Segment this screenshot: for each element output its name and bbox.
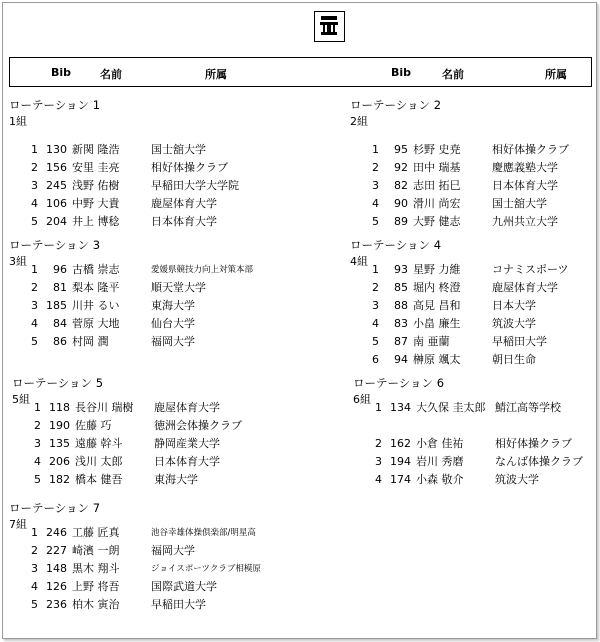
start-order: 1 [372,143,379,156]
athlete-row [350,195,595,213]
athlete-name: 大久保 圭太郎 [416,401,486,414]
bib-number: 135 [49,437,70,450]
athlete-row [9,596,299,614]
bib-number: 85 [394,281,408,294]
start-order: 6 [372,353,379,366]
affiliation: 福岡大学 [151,544,195,557]
affiliation: 東海大学 [154,473,198,486]
athlete-name: 崎濱 一朗 [72,544,120,557]
affiliation: 日本体育大学 [151,215,217,228]
affiliation: 日本大学 [492,299,536,312]
athlete-row [350,333,595,351]
rotation-title: ローテーション 6 [353,376,445,390]
affiliation: 鹿屋体育大学 [151,197,217,210]
athlete-name: 川井 るい [72,299,120,312]
header-name-left: 名前 [100,68,122,81]
affiliation: 鹿屋体育大学 [492,281,558,294]
bib-number: 246 [46,526,67,539]
athlete-row [350,315,595,333]
athlete-row [12,417,302,435]
start-order: 1 [31,143,38,156]
athlete-row [353,399,598,417]
athlete-row [9,333,299,351]
athlete-name: 古橋 崇志 [72,263,120,276]
affiliation: 国士舘大学 [151,143,206,156]
bib-number: 95 [394,143,408,156]
start-order: 4 [31,317,38,330]
athlete-row [350,159,595,177]
bib-number: 84 [53,317,67,330]
bib-number: 174 [390,473,411,486]
bib-number: 81 [53,281,67,294]
rotation-title: ローテーション 2 [350,98,442,112]
rotation-block [350,97,595,227]
affiliation: 仙台大学 [151,317,195,330]
start-order: 1 [375,401,382,414]
bib-number: 126 [46,580,67,593]
start-order: 3 [31,562,38,575]
bib-number: 92 [394,161,408,174]
group-label: 6組 [353,393,371,406]
header-affiliation-right: 所属 [545,68,567,81]
affiliation: 国際武道大学 [151,580,217,593]
athlete-row [9,560,299,578]
affiliation: なんば体操クラブ [495,455,583,468]
affiliation: ジョイスポーツクラブ相模原 [151,564,261,574]
start-order: 2 [31,281,38,294]
athlete-row [350,351,595,369]
athlete-row [9,578,299,596]
column-header [9,57,592,87]
group-label: 4組 [350,255,368,268]
athlete-name: 高見 昌和 [413,299,461,312]
athlete-name: 小森 敬介 [416,473,464,486]
bib-number: 89 [394,215,408,228]
athlete-name: 岩川 秀磨 [416,455,464,468]
athlete-name: 上野 将吾 [72,580,120,593]
athlete-row [9,141,299,159]
athlete-name: 橋本 健吾 [75,473,123,486]
start-order: 5 [31,335,38,348]
athlete-row [350,279,595,297]
athlete-name: 菅原 大地 [72,317,120,330]
affiliation: 筑波大学 [495,473,539,486]
start-order: 3 [34,437,41,450]
athlete-name: 柏木 寅治 [72,598,120,611]
rotation-block [12,375,302,505]
athlete-row [9,195,299,213]
athlete-name: 志田 拓巳 [413,179,461,192]
athlete-name: 星野 力維 [413,263,461,276]
athlete-row [350,297,595,315]
start-order: 5 [31,598,38,611]
athlete-name: 小倉 佳祐 [416,437,464,450]
athlete-row [12,453,302,471]
bib-number: 227 [46,544,67,557]
bib-number: 148 [46,562,67,575]
start-order: 2 [372,161,379,174]
start-order: 2 [31,544,38,557]
rotation-title: ローテーション 4 [350,238,442,252]
start-order: 3 [372,179,379,192]
athlete-row [350,261,595,279]
start-order: 3 [31,179,38,192]
bib-number: 190 [49,419,70,432]
affiliation: 朝日生命 [492,353,536,366]
athlete-row [350,213,595,231]
header-bib-right: Bib [391,66,412,79]
start-order: 4 [31,580,38,593]
rotation-title: ローテーション 1 [9,98,101,112]
group-label: 5組 [12,393,30,406]
start-order: 2 [372,281,379,294]
athlete-name: 長谷川 瑞樹 [75,401,134,414]
header-bib-left: Bib [51,66,72,79]
start-order: 5 [34,473,41,486]
bib-number: 83 [394,317,408,330]
federation-logo [314,11,345,42]
bib-number: 134 [390,401,411,414]
athlete-name: 安里 圭亮 [72,161,120,174]
bib-number: 130 [46,143,67,156]
athlete-row [9,279,299,297]
bib-number: 96 [53,263,67,276]
group-label: 7組 [9,518,27,531]
athlete-name: 新関 隆浩 [72,143,120,156]
start-order: 2 [34,419,41,432]
athlete-name: 浅野 佑樹 [72,179,120,192]
athlete-name: 黒木 翔斗 [72,562,120,575]
athlete-name: 浅川 太郎 [75,455,123,468]
athlete-name: 梨本 隆平 [72,281,120,294]
athlete-row [9,159,299,177]
start-order: 4 [31,197,38,210]
bib-number: 206 [49,455,70,468]
start-order: 1 [31,526,38,539]
group-label: 2組 [350,115,368,128]
affiliation: 九州共立大学 [492,215,558,228]
athlete-row [12,471,302,489]
bib-number: 245 [46,179,67,192]
affiliation: 国士舘大学 [492,197,547,210]
affiliation: 愛媛県競技力向上対策本部 [151,265,254,275]
athlete-name: 榊原 颯太 [413,353,461,366]
bib-number: 185 [46,299,67,312]
bib-number: 204 [46,215,67,228]
rotation-block [9,500,299,630]
athlete-row [350,141,595,159]
athlete-row [9,213,299,231]
affiliation: 相好体操クラブ [495,437,572,450]
athlete-row [9,177,299,195]
bib-number: 88 [394,299,408,312]
athlete-name: 中野 大貴 [72,197,120,210]
bib-number: 87 [394,335,408,348]
affiliation: 東海大学 [151,299,195,312]
start-order: 1 [372,263,379,276]
affiliation: 早稲田大学 [492,335,547,348]
athlete-name: 滑川 尚宏 [413,197,461,210]
start-order: 5 [372,215,379,228]
rotation-block [9,97,299,227]
athlete-row [9,524,299,542]
athlete-row [350,177,595,195]
athlete-row [353,471,598,489]
start-order: 4 [34,455,41,468]
athlete-row [9,542,299,560]
start-order: 4 [372,317,379,330]
start-order: 5 [372,335,379,348]
athlete-name: 田中 瑞基 [413,161,461,174]
athlete-name: 井上 博稔 [72,215,120,228]
bib-number: 106 [46,197,67,210]
athlete-row [12,435,302,453]
athlete-name: 村岡 潤 [72,335,109,348]
athlete-name: 佐藤 巧 [75,419,112,432]
affiliation: 日本体育大学 [154,455,220,468]
athlete-row [353,435,598,453]
affiliation: 日本体育大学 [492,179,558,192]
bib-number: 93 [394,263,408,276]
athlete-name: 南 亜蘭 [413,335,450,348]
affiliation: 静岡産業大学 [154,437,220,450]
gymnastics-logo-icon [315,12,343,40]
start-order: 3 [375,455,382,468]
rotation-block [350,237,595,377]
rotation-title: ローテーション 3 [9,238,101,252]
start-order: 1 [34,401,41,414]
bib-number: 156 [46,161,67,174]
athlete-name: 大野 健志 [413,215,461,228]
affiliation: 早稲田大学大学院 [151,179,239,192]
affiliation: 鹿屋体育大学 [154,401,220,414]
athlete-name: 工藤 匠真 [72,526,120,539]
start-order: 2 [375,437,382,450]
affiliation: 慶應義塾大学 [492,161,558,174]
rotation-title: ローテーション 7 [9,501,101,515]
athlete-row [12,399,302,417]
affiliation: 福岡大学 [151,335,195,348]
start-order: 4 [372,197,379,210]
athlete-row [9,261,299,279]
rotation-block [353,375,598,505]
affiliation: 相好体操クラブ [492,143,569,156]
bib-number: 236 [46,598,67,611]
rotation-title: ローテーション 5 [12,376,104,390]
bib-number: 182 [49,473,70,486]
athlete-row [9,297,299,315]
bib-number: 118 [49,401,70,414]
group-label: 1組 [9,115,27,128]
start-order: 2 [31,161,38,174]
affiliation: 筑波大学 [492,317,536,330]
athlete-row [9,315,299,333]
rotation-block [9,237,299,367]
athlete-name: 杉野 史尭 [413,143,461,156]
start-order: 3 [372,299,379,312]
header-name-right: 名前 [442,68,464,81]
bib-number: 194 [390,455,411,468]
affiliation: コナミスポーツ [492,263,569,276]
start-order: 1 [31,263,38,276]
affiliation: 順天堂大学 [151,281,206,294]
affiliation: 徳洲会体操クラブ [154,419,242,432]
bib-number: 94 [394,353,408,366]
bib-number: 162 [390,437,411,450]
start-order: 4 [375,473,382,486]
bib-number: 86 [53,335,67,348]
affiliation: 相好体操クラブ [151,161,228,174]
athlete-row [353,453,598,471]
athlete-name: 堀内 柊澄 [413,281,461,294]
bib-number: 90 [394,197,408,210]
start-order: 5 [31,215,38,228]
affiliation: 鯖江高等学校 [495,401,561,414]
header-affiliation-left: 所属 [205,68,227,81]
group-label: 3組 [9,255,27,268]
bib-number: 82 [394,179,408,192]
start-order: 3 [31,299,38,312]
athlete-name: 小畠 廉生 [413,317,461,330]
athlete-name: 遠藤 幹斗 [75,437,123,450]
affiliation: 池谷幸雄体操倶楽部/明星高 [151,528,256,538]
affiliation: 早稲田大学 [151,598,206,611]
